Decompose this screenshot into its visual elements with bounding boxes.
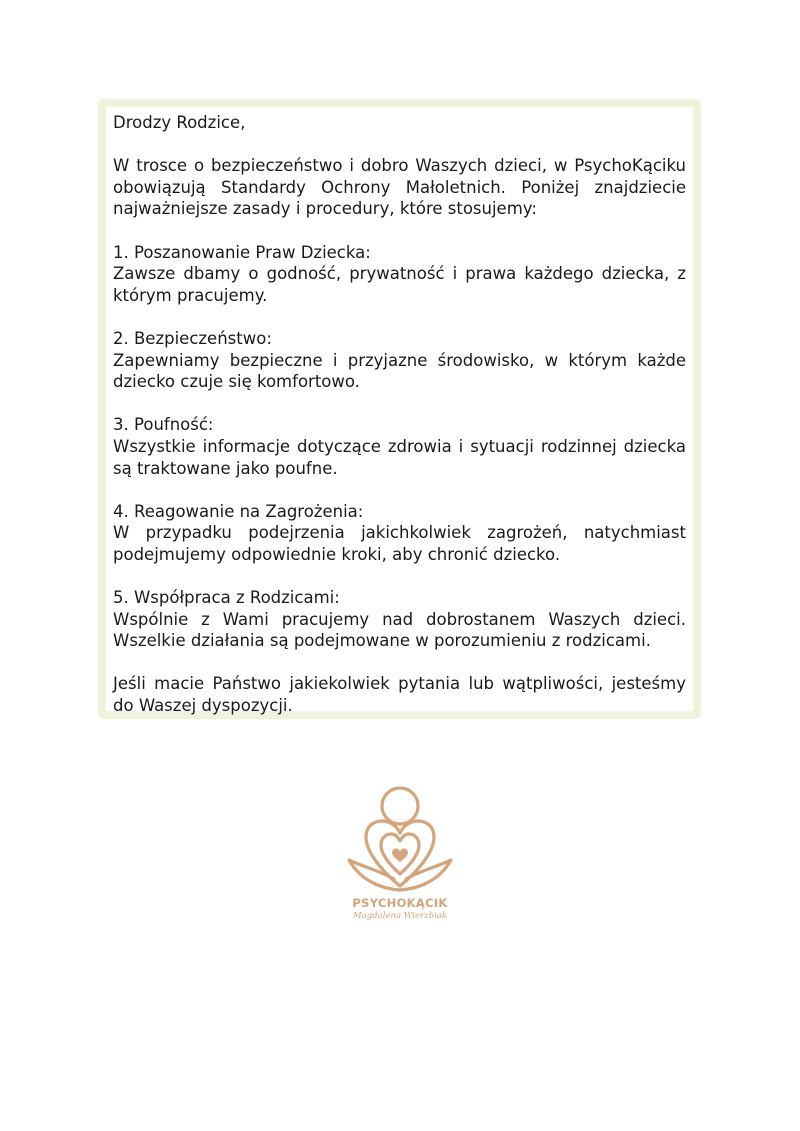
intro-paragraph: W trosce o bezpieczeństwo i dobro Waszych dzieci, w PsychoKąciku obowiązują Standardy Ochrony Małoletnich. Poniżej znajdziecie najważniejsze zasady i procedury, które stosujemy: [113, 156, 686, 219]
section-rights [113, 242, 686, 307]
brand-name: PSYCHOKĄCIK [352, 896, 448, 910]
section-confidentiality [113, 414, 686, 479]
person-heart-hands-icon [340, 783, 460, 895]
section-heading: 2. Bezpieczeństwo: [113, 328, 272, 348]
section-body: Zapewniamy bezpieczne i przyjazne środowisko, w którym każde dziecko czuje się komfortowo. [113, 350, 686, 392]
letter-text [113, 112, 686, 717]
brand-owner-signature: Magdalena Wierzbiak [353, 911, 447, 921]
greeting: Drodzy Rodzice, [113, 113, 246, 132]
section-parent-cooperation [113, 587, 686, 652]
section-body: Wspólnie z Wami pracujemy nad dobrostanem Waszych dzieci. Wszelkie działania są podejmowane w porozumieniu z rodzicami. [113, 609, 686, 651]
brand-logo [340, 783, 460, 933]
letter-frame [98, 99, 701, 719]
section-body: Wszystkie informacje dotyczące zdrowia i sytuacji rodzinnej dziecka są traktowane jako poufne. [113, 436, 686, 478]
section-safety [113, 328, 686, 393]
section-body: W przypadku podejrzenia jakichkolwiek zagrożeń, natychmiast podejmujemy odpowiednie kroki, aby chronić dziecko. [113, 523, 686, 564]
section-threat-response [113, 501, 686, 566]
section-heading: 1. Poszanowanie Praw Dziecka: [113, 242, 371, 262]
closing-paragraph: Jeśli macie Państwo jakiekolwiek pytania lub wątpliwości, jesteśmy do Waszej dyspozycji. [113, 674, 686, 716]
section-heading: 3. Poufność: [113, 415, 214, 435]
section-heading: 4. Reagowanie na Zagrożenia: [113, 501, 364, 521]
section-heading: 5. Współpraca z Rodzicami: [113, 588, 340, 608]
section-body: Zawsze dbamy o godność, prywatność i prawa każdego dziecka, z którym pracujemy. [113, 264, 686, 305]
